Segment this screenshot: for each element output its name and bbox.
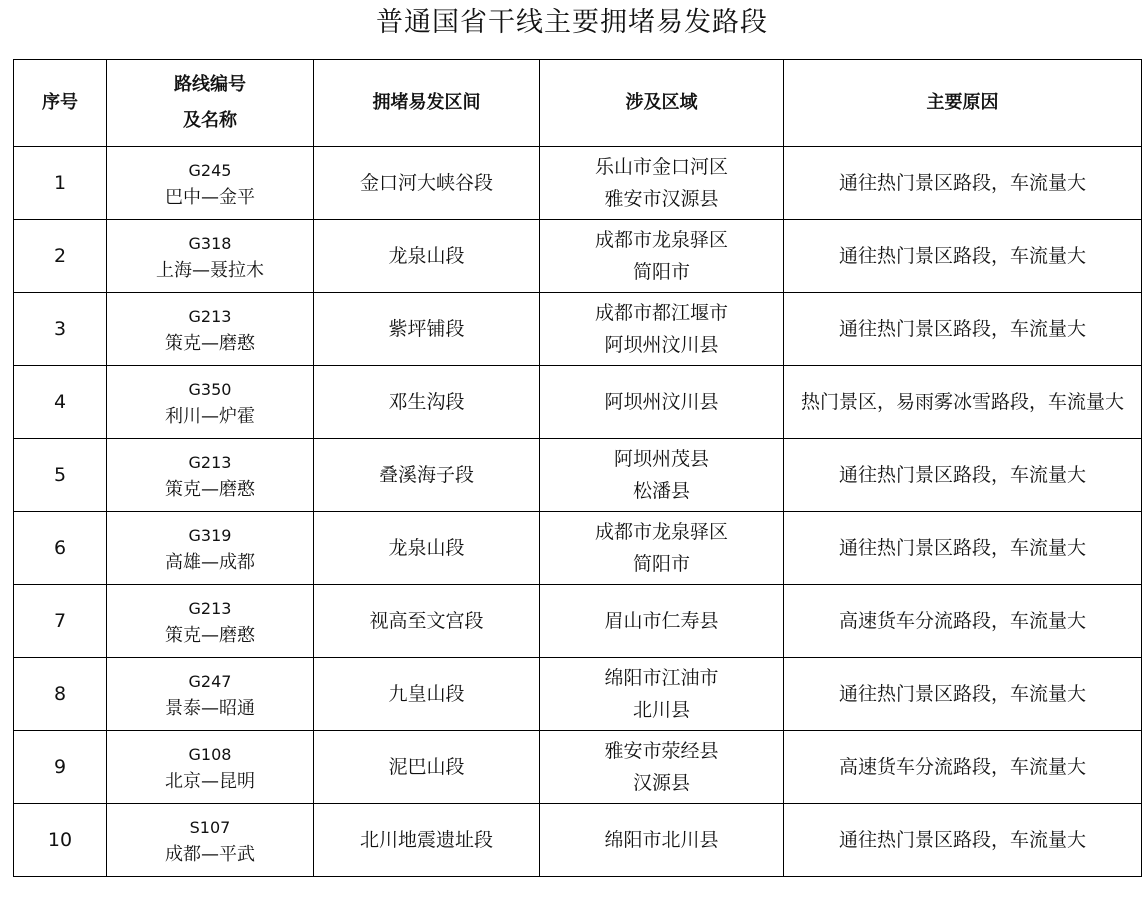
table-row — [14, 804, 1142, 877]
area-line-1: 成都市龙泉驿区 — [594, 521, 728, 543]
row-route — [107, 658, 314, 731]
route-name: 策克—磨憨 — [165, 479, 255, 500]
row-reason: 高速货车分流路段，车流量大 — [784, 585, 1142, 658]
area-line-1: 雅安市荥经县 — [604, 740, 719, 762]
area-line-1: 阿坝州茂县 — [613, 448, 709, 470]
area-line-1: 绵阳市北川县 — [604, 829, 719, 851]
route-code: G213 — [188, 307, 232, 326]
row-area — [540, 366, 784, 439]
row-seq: 5 — [14, 439, 107, 512]
row-area — [540, 147, 784, 220]
area-line-1: 乐山市金口河区 — [594, 156, 728, 178]
row-area — [540, 585, 784, 658]
row-seq: 6 — [14, 512, 107, 585]
row-reason: 通往热门景区路段，车流量大 — [784, 220, 1142, 293]
table-row — [14, 147, 1142, 220]
row-route — [107, 439, 314, 512]
route-code: G247 — [188, 672, 232, 691]
route-name: 策克—磨憨 — [165, 333, 255, 354]
table-row — [14, 512, 1142, 585]
row-reason: 通往热门景区路段，车流量大 — [784, 804, 1142, 877]
row-reason: 热门景区，易雨雾冰雪路段，车流量大 — [784, 366, 1142, 439]
route-name: 成都—平武 — [165, 844, 255, 865]
header-seq: 序号 — [14, 60, 107, 147]
row-area — [540, 512, 784, 585]
row-section: 泥巴山段 — [314, 731, 540, 804]
row-area — [540, 804, 784, 877]
header-route — [107, 60, 314, 147]
route-name: 北京—昆明 — [165, 771, 255, 792]
row-seq: 7 — [14, 585, 107, 658]
table-row — [14, 658, 1142, 731]
table-body — [14, 147, 1142, 877]
row-route — [107, 220, 314, 293]
table-header-row — [14, 60, 1142, 147]
row-section: 邓生沟段 — [314, 366, 540, 439]
document-title: 普通国省干线主要拥堵易发路段 — [376, 7, 768, 38]
row-seq: 3 — [14, 293, 107, 366]
row-route — [107, 512, 314, 585]
area-line-1: 阿坝州汶川县 — [604, 391, 719, 413]
table-row — [14, 731, 1142, 804]
row-section: 金口河大峡谷段 — [314, 147, 540, 220]
row-area — [540, 731, 784, 804]
area-line-2: 北川县 — [632, 699, 690, 721]
area-line-2: 汉源县 — [632, 772, 690, 794]
area-line-1: 绵阳市江油市 — [604, 667, 719, 689]
row-reason: 通往热门景区路段，车流量大 — [784, 293, 1142, 366]
row-section: 龙泉山段 — [314, 220, 540, 293]
area-line-2: 雅安市汉源县 — [604, 188, 719, 210]
area-line-1: 成都市龙泉驿区 — [594, 229, 728, 251]
congestion-table — [13, 59, 1142, 877]
route-name: 上海—聂拉木 — [156, 260, 264, 281]
route-name: 利川—炉霍 — [165, 406, 255, 427]
area-line-2: 简阳市 — [632, 261, 690, 283]
area-line-2: 阿坝州汶川县 — [604, 334, 719, 356]
row-route — [107, 293, 314, 366]
row-route — [107, 585, 314, 658]
header-route-line1: 路线编号 — [174, 74, 246, 95]
row-route — [107, 147, 314, 220]
row-reason: 高速货车分流路段，车流量大 — [784, 731, 1142, 804]
row-section: 叠溪海子段 — [314, 439, 540, 512]
route-code: G350 — [188, 380, 232, 399]
row-seq: 4 — [14, 366, 107, 439]
table-row — [14, 293, 1142, 366]
row-seq: 9 — [14, 731, 107, 804]
route-name: 高雄—成都 — [165, 552, 255, 573]
area-line-2: 简阳市 — [632, 553, 690, 575]
route-code: G213 — [188, 599, 232, 618]
row-section: 龙泉山段 — [314, 512, 540, 585]
table-row — [14, 220, 1142, 293]
row-section: 九皇山段 — [314, 658, 540, 731]
row-seq: 10 — [14, 804, 107, 877]
route-code: S107 — [189, 818, 231, 837]
route-name: 策克—磨憨 — [165, 625, 255, 646]
route-code: G319 — [188, 526, 232, 545]
row-section: 紫坪铺段 — [314, 293, 540, 366]
row-reason: 通往热门景区路段，车流量大 — [784, 512, 1142, 585]
row-area — [540, 220, 784, 293]
route-name: 巴中—金平 — [165, 187, 255, 208]
row-area — [540, 293, 784, 366]
row-section: 北川地震遗址段 — [314, 804, 540, 877]
row-route — [107, 804, 314, 877]
route-code: G245 — [188, 161, 232, 180]
row-seq: 8 — [14, 658, 107, 731]
area-line-2: 松潘县 — [632, 480, 690, 502]
header-reason: 主要原因 — [784, 60, 1142, 147]
row-area — [540, 439, 784, 512]
table-row — [14, 366, 1142, 439]
area-line-1: 成都市都江堰市 — [594, 302, 728, 324]
header-area: 涉及区域 — [540, 60, 784, 147]
row-seq: 2 — [14, 220, 107, 293]
route-code: G318 — [188, 234, 232, 253]
area-line-1: 眉山市仁寿县 — [604, 610, 719, 632]
route-code: G213 — [188, 453, 232, 472]
row-route — [107, 731, 314, 804]
header-route-line2: 及名称 — [183, 110, 237, 131]
row-route — [107, 366, 314, 439]
row-reason: 通往热门景区路段，车流量大 — [784, 147, 1142, 220]
route-name: 景泰—昭通 — [165, 698, 255, 719]
row-reason: 通往热门景区路段，车流量大 — [784, 439, 1142, 512]
route-code: G108 — [188, 745, 232, 764]
table-row — [14, 439, 1142, 512]
table-row — [14, 585, 1142, 658]
header-section: 拥堵易发区间 — [314, 60, 540, 147]
row-reason: 通往热门景区路段，车流量大 — [784, 658, 1142, 731]
row-seq: 1 — [14, 147, 107, 220]
row-area — [540, 658, 784, 731]
row-section: 视高至文宫段 — [314, 585, 540, 658]
